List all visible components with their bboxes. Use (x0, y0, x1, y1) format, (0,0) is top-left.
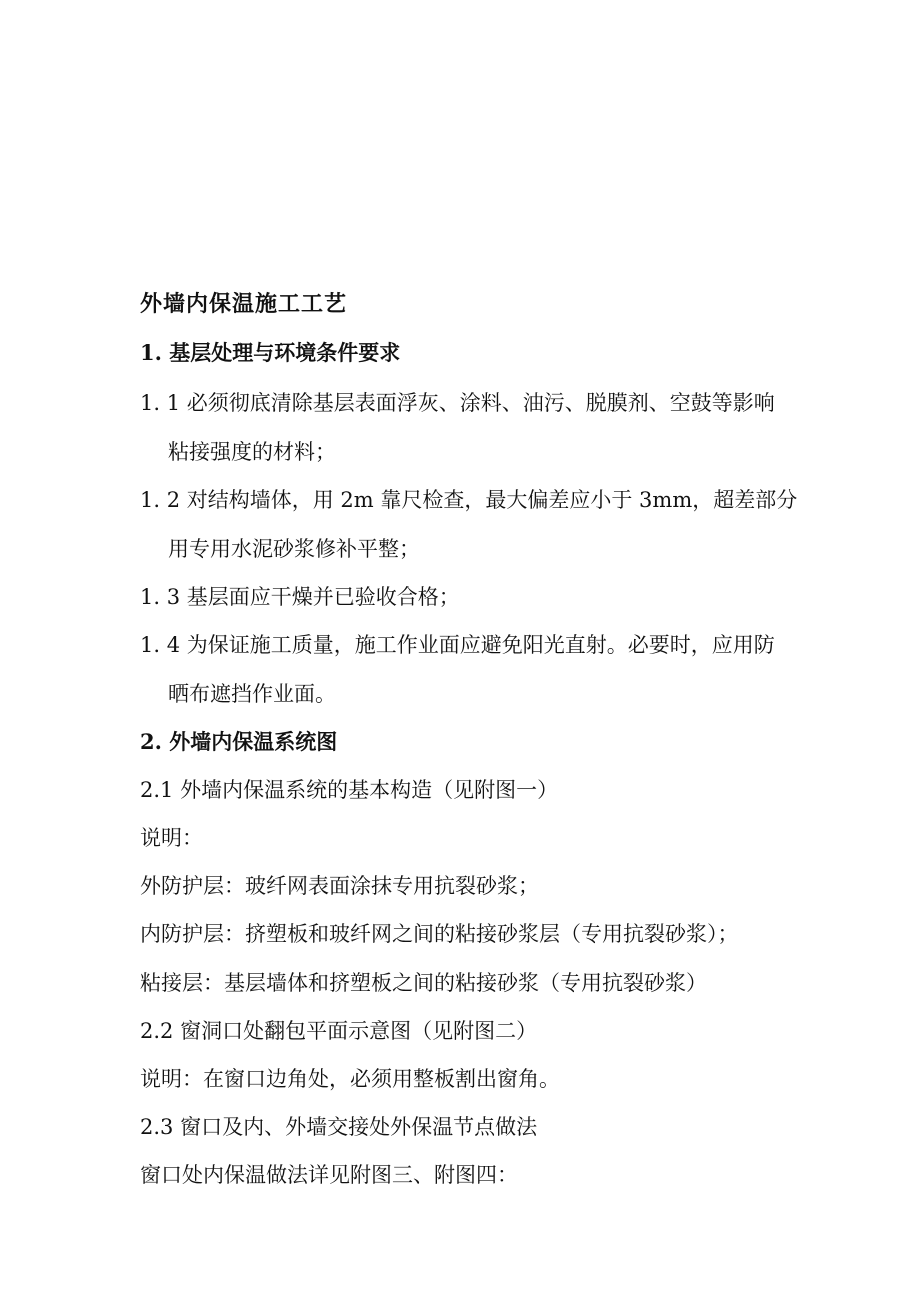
section-2-line-7: 说明：在窗口边角处，必须用整板割出窗角。 (140, 1067, 560, 1091)
item-1-2-line-2: 用专用水泥砂浆修补平整； (168, 537, 420, 561)
item-1-2-line-1: 1. 2 对结构墙体，用 2m 靠尺检查，最大偏差应小于 3mm，超差部分 (140, 488, 798, 512)
item-1-4-line-1: 1. 4 为保证施工质量，施工作业面应避免阳光直射。必要时，应用防 (140, 633, 775, 657)
item-1-1-line-1: 1. 1 必须彻底清除基层表面浮灰、涂料、油污、脱膜剂、空鼓等影响 (140, 391, 775, 415)
section-2-line-1: 2.1 外墙内保温系统的基本构造（见附图一） (140, 778, 559, 802)
section-1-heading: 1. 基层处理与环境条件要求 (140, 340, 401, 365)
section-2-line-2: 说明： (140, 826, 203, 850)
section-2-line-5: 粘接层：基层墙体和挤塑板之间的粘接砂浆（专用抗裂砂浆） (140, 971, 707, 995)
document-title: 外墙内保温施工工艺 (140, 291, 348, 317)
section-2-line-6: 2.2 窗洞口处翻包平面示意图（见附图二） (140, 1019, 538, 1043)
section-2-line-3: 外防护层：玻纤网表面涂抹专用抗裂砂浆； (140, 874, 539, 898)
item-1-4-line-2: 晒布遮挡作业面。 (168, 682, 336, 706)
item-1-1-line-2: 粘接强度的材料； (168, 440, 336, 464)
section-2-line-4: 内防护层：挤塑板和玻纤网之间的粘接砂浆层（专用抗裂砂浆）； (140, 922, 739, 946)
section-2-heading: 2. 外墙内保温系统图 (140, 729, 338, 754)
item-1-3: 1. 3 基层面应干燥并已验收合格； (140, 585, 460, 609)
section-2-line-8: 2.3 窗口及内、外墙交接处外保温节点做法 (140, 1115, 538, 1139)
section-2-line-9: 窗口处内保温做法详见附图三、附图四： (140, 1163, 518, 1187)
